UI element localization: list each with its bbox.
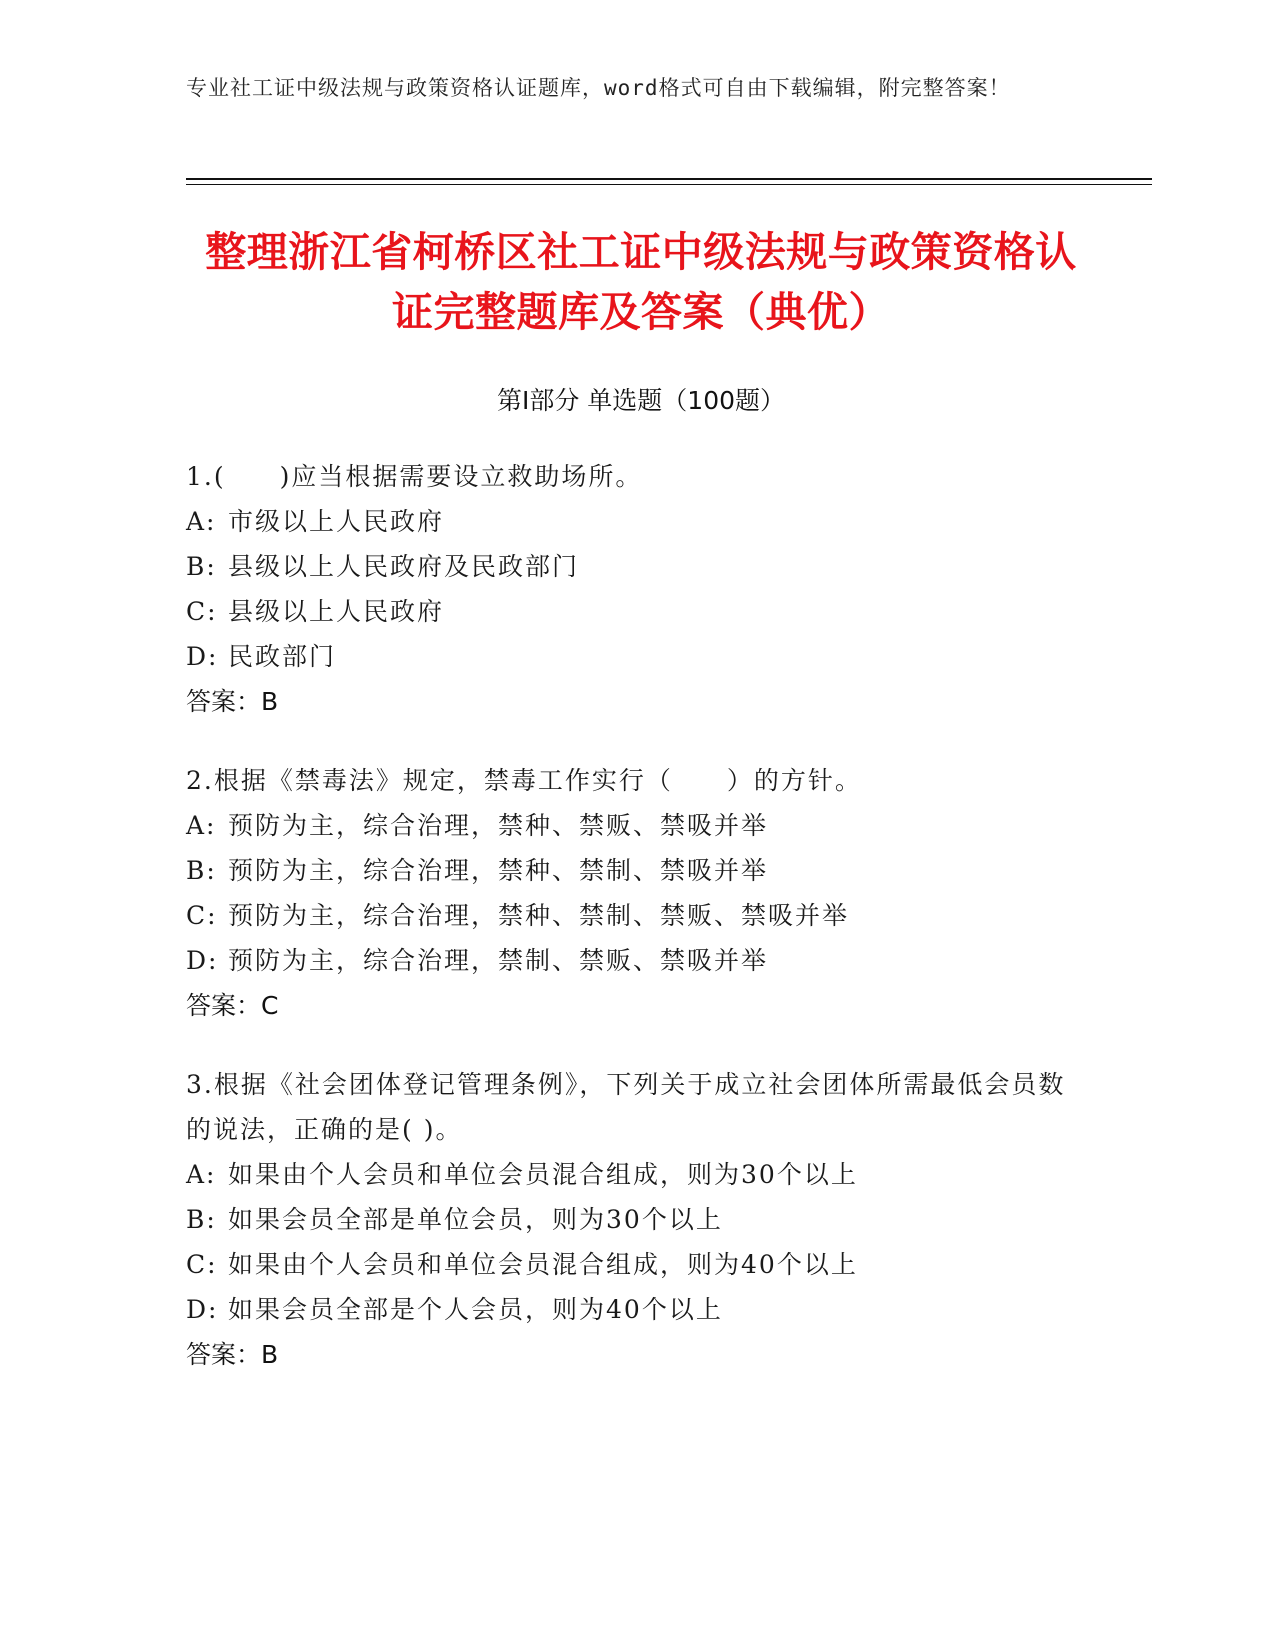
- option-a: [186, 1152, 1066, 1197]
- option-b: [186, 1197, 1066, 1242]
- option-a: [186, 803, 1066, 848]
- option-key: C:: [186, 597, 218, 626]
- option-text: 民政部门: [228, 642, 337, 671]
- option-key: A:: [186, 811, 217, 840]
- option-a: [186, 499, 1066, 544]
- option-d: [186, 1287, 1066, 1332]
- question-stem: 3.根据《社会团体登记管理条例》，下列关于成立社会团体所需最低会员数的说法，正确的是( )。: [186, 1070, 1066, 1144]
- header-note: 专业社工证中级法规与政策资格认证题库，word格式可自由下载编辑，附完整答案！: [186, 76, 1011, 100]
- option-c: [186, 893, 1066, 938]
- option-key: A:: [186, 507, 217, 536]
- answer-line: 答案：C: [186, 991, 279, 1020]
- option-key: D:: [186, 946, 219, 975]
- option-text: 市级以上人民政府: [228, 507, 445, 536]
- option-text: 如果由个人会员和单位会员混合组成，则为30个以上: [228, 1160, 858, 1189]
- option-b: [186, 544, 1066, 589]
- option-key: B:: [186, 856, 217, 885]
- option-text: 如果会员全部是单位会员，则为30个以上: [228, 1205, 723, 1234]
- option-text: 如果由个人会员和单位会员混合组成，则为40个以上: [228, 1250, 858, 1279]
- question-3: [186, 1062, 1066, 1377]
- option-d: [186, 634, 1066, 679]
- question-2: [186, 758, 1066, 1028]
- option-text: 预防为主，综合治理，禁种、禁贩、禁吸并举: [228, 811, 769, 840]
- header-divider-thin: [186, 184, 1152, 185]
- option-c: [186, 1242, 1066, 1287]
- option-key: A:: [186, 1160, 217, 1189]
- section-title: 第Ⅰ部分 单选题（100题）: [496, 386, 786, 415]
- question-1: [186, 454, 1066, 724]
- option-d: [186, 938, 1066, 983]
- option-key: D:: [186, 642, 219, 671]
- answer-line: 答案：B: [186, 1340, 279, 1369]
- option-text: 县级以上人民政府: [228, 597, 445, 626]
- option-b: [186, 848, 1066, 893]
- option-key: D:: [186, 1295, 219, 1324]
- option-key: B:: [186, 1205, 217, 1234]
- document-title: 整理浙江省柯桥区社工证中级法规与政策资格认证完整题库及答案（典优）: [205, 228, 1077, 336]
- option-text: 预防为主，综合治理，禁种、禁制、禁吸并举: [228, 856, 769, 885]
- option-text: 如果会员全部是个人会员，则为40个以上: [228, 1295, 723, 1324]
- option-text: 预防为主，综合治理，禁制、禁贩、禁吸并举: [228, 946, 769, 975]
- option-c: [186, 589, 1066, 634]
- header-divider-thick: [186, 178, 1152, 180]
- option-key: C:: [186, 901, 218, 930]
- question-stem: 2.根据《禁毒法》规定，禁毒工作实行（ ）的方针。: [186, 766, 862, 795]
- question-stem: 1.( )应当根据需要设立救助场所。: [186, 462, 643, 491]
- option-text: 预防为主，综合治理，禁种、禁制、禁贩、禁吸并举: [228, 901, 850, 930]
- option-text: 县级以上人民政府及民政部门: [228, 552, 580, 581]
- option-key: B:: [186, 552, 217, 581]
- answer-line: 答案：B: [186, 687, 279, 716]
- option-key: C:: [186, 1250, 218, 1279]
